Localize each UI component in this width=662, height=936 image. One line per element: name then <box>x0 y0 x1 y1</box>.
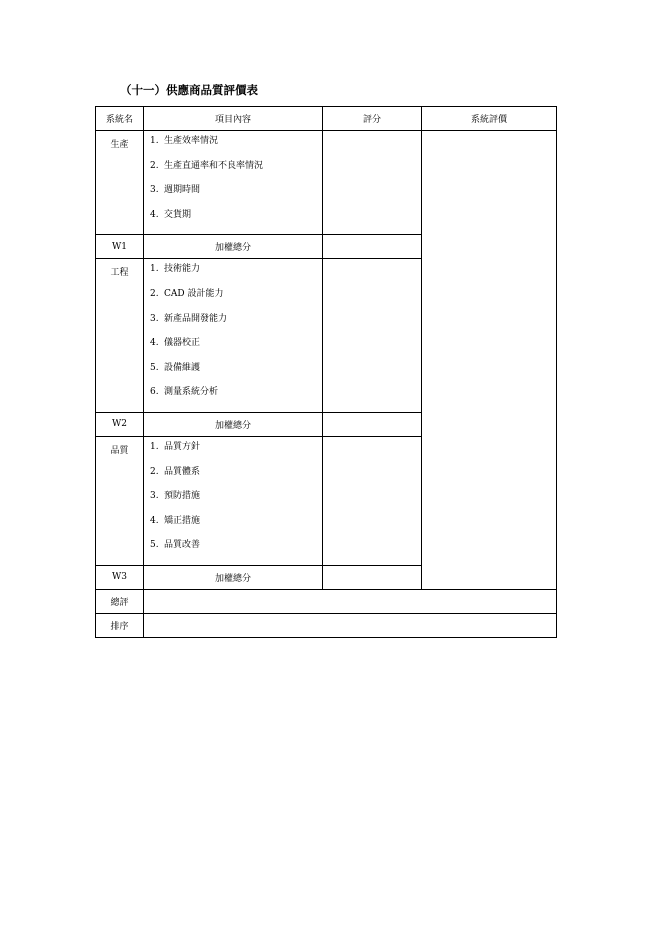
score-cell[interactable] <box>323 259 422 413</box>
items-cell <box>144 131 323 235</box>
list-item: 3. 新產品開發能力 <box>150 313 228 324</box>
ranking-cell[interactable] <box>144 613 557 637</box>
list-item: 2. CAD 設計能力 <box>150 288 224 299</box>
weighted-total-cell[interactable] <box>323 412 422 436</box>
list-item: 5. 品質改善 <box>150 540 201 551</box>
overall-evaluation-cell[interactable] <box>144 589 557 613</box>
system-name-cell: 品質 <box>96 436 144 565</box>
weight-label: W3 <box>96 565 144 589</box>
list-item: 3. 預防措施 <box>150 491 201 502</box>
list-item: 2. 生產直通率和不良率情況 <box>150 160 264 171</box>
list-item: 1. 品質方針 <box>150 441 201 452</box>
system-name-cell: 工程 <box>96 259 144 413</box>
items-cell <box>144 436 323 565</box>
list-item: 6. 測量系統分析 <box>150 387 219 398</box>
overall-evaluation-row <box>96 589 557 613</box>
list-item: 1. 技術能力 <box>150 264 201 275</box>
ranking-row <box>96 613 557 637</box>
header-system-name: 系統名 <box>96 107 144 131</box>
list-item: 4. 交貨期 <box>150 209 192 220</box>
items-cell <box>144 259 323 413</box>
overall-evaluation-label: 總評 <box>96 589 144 613</box>
page-title: （十一）供應商品質評價表 <box>120 83 258 97</box>
score-cell[interactable] <box>323 131 422 235</box>
list-item: 2. 品質體系 <box>150 466 201 477</box>
weight-label: W2 <box>96 412 144 436</box>
list-item: 4. 矯正措施 <box>150 515 201 526</box>
list-item: 3. 週期時間 <box>150 185 201 196</box>
list-item: 4. 儀器校正 <box>150 338 201 349</box>
score-cell[interactable] <box>323 436 422 565</box>
weighted-total-label: 加權總分 <box>144 412 323 436</box>
weighted-total-cell[interactable] <box>323 235 422 259</box>
header-row <box>96 107 557 131</box>
header-score: 評分 <box>323 107 422 131</box>
weighted-total-label: 加權總分 <box>144 235 323 259</box>
evaluation-table <box>95 106 557 638</box>
header-system-evaluation: 系統評價 <box>422 107 557 131</box>
weighted-total-cell[interactable] <box>323 565 422 589</box>
section-row-production <box>96 131 557 235</box>
weighted-total-label: 加權總分 <box>144 565 323 589</box>
header-item-content: 項目內容 <box>144 107 323 131</box>
list-item: 5. 設備維護 <box>150 362 201 373</box>
weight-label: W1 <box>96 235 144 259</box>
system-name-cell: 生產 <box>96 131 144 235</box>
ranking-label: 排序 <box>96 613 144 637</box>
list-item: 1. 生產效率情況 <box>150 136 219 146</box>
system-evaluation-cell[interactable] <box>422 131 557 590</box>
